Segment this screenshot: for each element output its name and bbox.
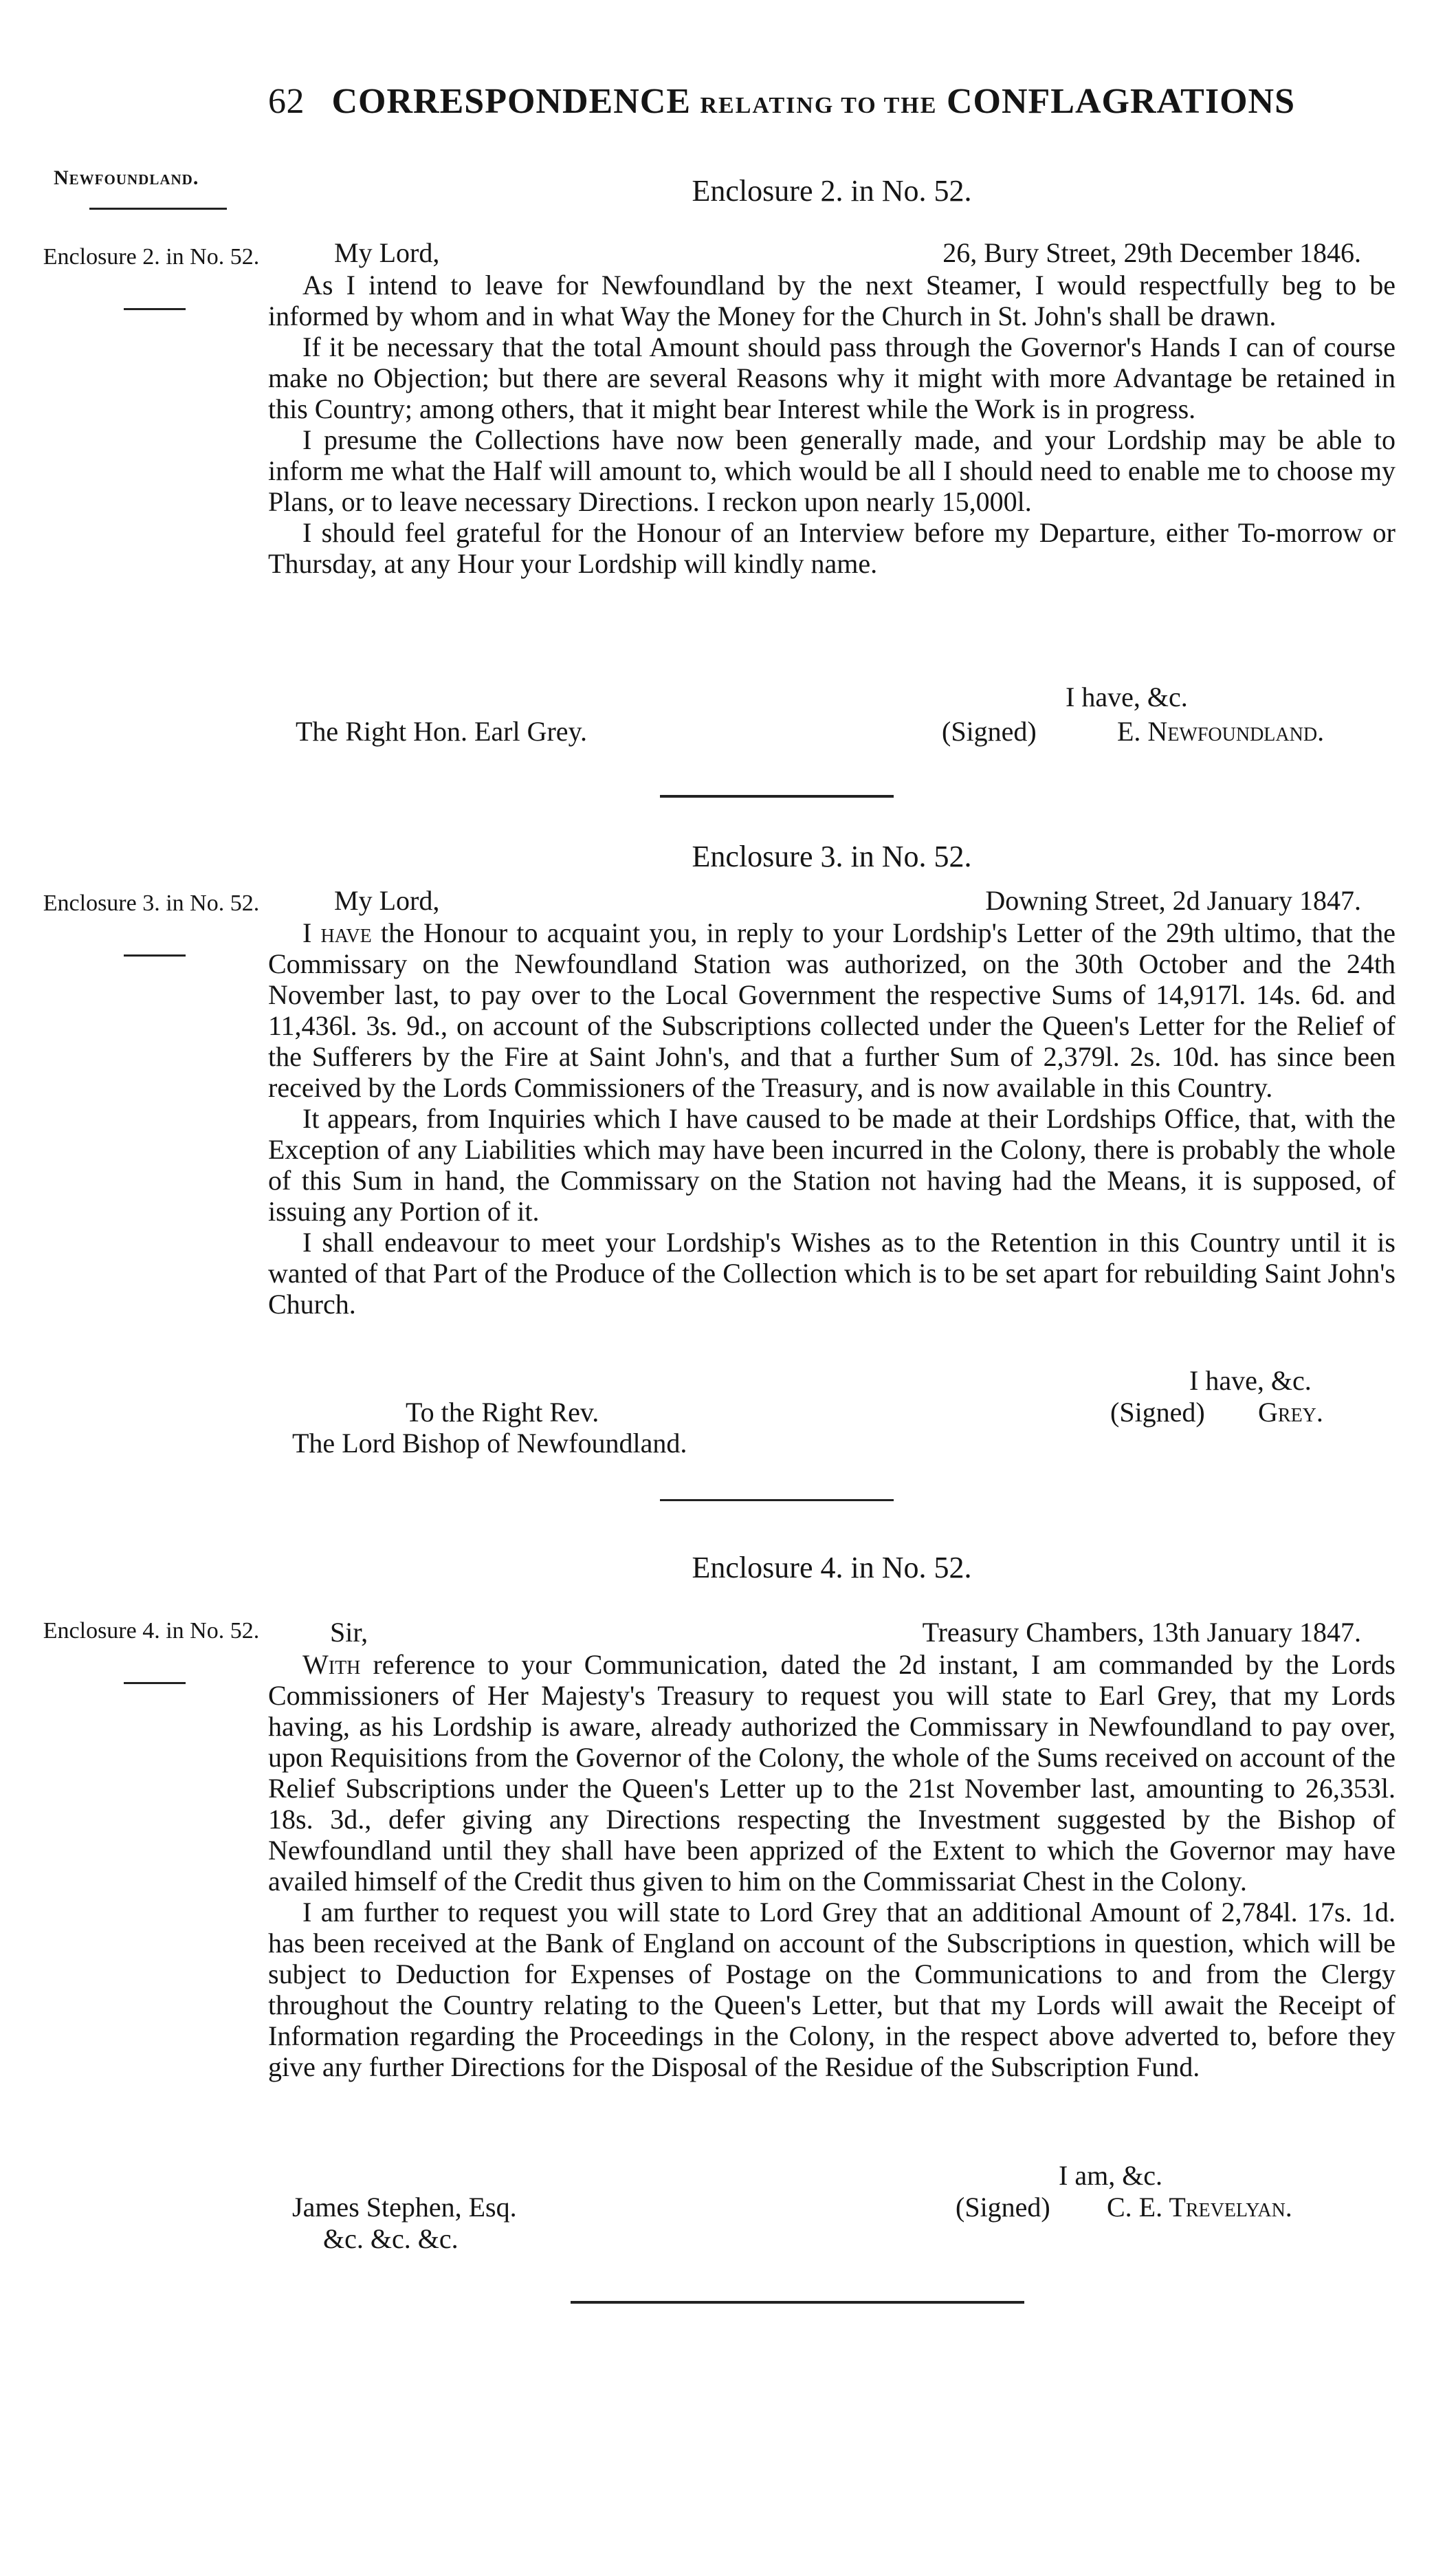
enclosure-4-complimentary-close: I am, &c. xyxy=(1059,2160,1163,2191)
enclosure-2-title: Enclosure 2. in No. 52. xyxy=(692,174,972,208)
enclosure-3-margin-rule xyxy=(124,954,186,957)
enclosure-3-body xyxy=(268,917,1396,1320)
enclosure-4-addressee-line-1: James Stephen, Esq. xyxy=(292,2192,517,2223)
closing-rule xyxy=(571,2301,1024,2304)
enclosure-4-title: Enclosure 4. in No. 52. xyxy=(692,1551,972,1584)
enclosure-2-paragraph-4: I should feel grateful for the Honour of an Interview before my Departure, either To-morrow or Thursday, at any Hour your Lordship will kindly name. xyxy=(268,517,1396,579)
enclosure-3-paragraph-3: I shall endeavour to meet your Lordship's Wishes as to the Retention in this Country until it is wanted of that Part of the Produce of the Collection which is to be set apart for rebuilding Saint John's Church. xyxy=(268,1227,1396,1320)
enclosure-4-dateline: Treasury Chambers, 13th January 1847. xyxy=(922,1617,1361,1648)
enclosure-3-paragraph-1-text: the Honour to acquaint you, in reply to your Lordship's Letter of the 29th ultimo, that the Commissary on the Newfoundland Station was authorized, on the 30th October and the 24th November last, to pay over to the Local Government the respective Sums of 14,917l. 14s. 6d. and 11,436l. 3s. 9d., on account of the Subscriptions collected under the Queen's Letter for the Relief of the Sufferers by the Fire at Saint John's, and that a further Sum of 2,379l. 2s. 10d. has since been received by the Lords Commissioners of the Treasury, and is now available in this Country. xyxy=(268,917,1396,1103)
enclosure-3-complimentary-close: I have, &c. xyxy=(1189,1365,1312,1396)
enclosure-3-title: Enclosure 3. in No. 52. xyxy=(692,840,972,873)
colony-label: Newfoundland. xyxy=(54,166,199,189)
page-number: 62 xyxy=(268,82,305,121)
section-divider-1 xyxy=(660,795,894,798)
enclosure-3-first-word: I have xyxy=(302,917,372,948)
enclosure-2-margin-note: Enclosure 2. in No. 52. xyxy=(43,244,260,270)
enclosure-3-addressee-line-2: The Lord Bishop of Newfoundland. xyxy=(292,1428,687,1459)
enclosure-3-heading-row xyxy=(268,884,1361,919)
enclosure-2-complimentary-close: I have, &c. xyxy=(1066,681,1188,712)
enclosure-2-salutation: My Lord, xyxy=(334,237,440,268)
enclosure-4-margin-rule xyxy=(124,1682,186,1684)
enclosure-3-paragraph-1 xyxy=(268,917,1396,1103)
enclosure-2-dateline: 26, Bury Street, 29th December 1846. xyxy=(942,237,1361,268)
enclosure-3-dateline: Downing Street, 2d January 1847. xyxy=(985,885,1361,916)
enclosure-4-margin-note: Enclosure 4. in No. 52. xyxy=(43,1618,260,1644)
header-title-part2: CONFLAGRATIONS xyxy=(946,82,1296,121)
enclosure-4-signatory: C. E. Trevelyan. xyxy=(1107,2192,1292,2223)
enclosure-4-addressee-line-2: &c. &c. &c. xyxy=(323,2223,459,2254)
enclosure-4-paragraph-1 xyxy=(268,1649,1396,1897)
enclosure-2-body xyxy=(268,270,1396,579)
enclosure-2-margin-rule xyxy=(124,308,186,310)
section-divider-2 xyxy=(660,1499,894,1501)
enclosure-3-addressee-line-1: To the Right Rev. xyxy=(406,1397,599,1428)
enclosure-3-salutation: My Lord, xyxy=(334,885,440,916)
header-title-connector: RELATING TO THE xyxy=(700,93,938,118)
enclosure-2-paragraph-2: If it be necessary that the total Amount should pass through the Governor's Hands I can of course make no Objection; but there are several Reasons why it might with more Advantage be retained in this Country; among others, that it might bear Interest while the Work is in progress. xyxy=(268,331,1396,424)
running-header xyxy=(268,81,1341,122)
enclosure-4-salutation: Sir, xyxy=(330,1617,368,1648)
enclosure-2-heading-row xyxy=(268,237,1361,271)
header-title-part1: CORRESPONDENCE xyxy=(331,82,691,121)
enclosure-4-first-word: With xyxy=(302,1649,361,1680)
enclosure-2-paragraph-1: As I intend to leave for Newfoundland by the next Steamer, I would respectfully beg to be informed by whom and in what Way the Money for the Church in St. John's shall be drawn. xyxy=(268,270,1396,331)
enclosure-4-heading-row xyxy=(268,1616,1361,1650)
enclosure-2-paragraph-3: I presume the Collections have now been generally made, and your Lordship may be able to inform me what the Half will amount to, which would be all I should need to enable me to choose my Plans, or to leave necessary Directions. I reckon upon nearly 15,000l. xyxy=(268,424,1396,517)
colony-rule xyxy=(89,208,227,210)
enclosure-2-signatory: E. Newfoundland. xyxy=(1117,716,1325,747)
enclosure-3-margin-note: Enclosure 3. in No. 52. xyxy=(43,891,260,916)
enclosure-4-paragraph-2: I am further to request you will state to Lord Grey that an additional Amount of 2,784l. 17s. 1d. has been received at the Bank of England on account of the Subscriptions in question, which will be subject to Deduction for Expenses of Postage on the Communications to and from the Clergy throughout the Country relating to the Queen's Letter, but that my Lords will await the Receipt of Information regarding the Proceedings in the Colony, in the respect above adverted to, before they give any further Directions for the Disposal of the Residue of the Subscription Fund. xyxy=(268,1897,1396,2082)
enclosure-2-addressee: The Right Hon. Earl Grey. xyxy=(296,716,587,747)
enclosure-3-paragraph-2: It appears, from Inquiries which I have caused to be made at their Lordships Office, that, with the Exception of any Liabilities which may have been incurred in the Colony, there is probably the whole of this Sum in hand, the Commissary on the Station not having had the Means, it is supposed, of issuing any Portion of it. xyxy=(268,1103,1396,1227)
enclosure-3-signed-label: (Signed) xyxy=(1110,1397,1205,1428)
enclosure-2-signed-label: (Signed) xyxy=(942,716,1037,747)
enclosure-4-paragraph-1-text: reference to your Communication, dated the 2d instant, I am commanded by the Lords Commissioners of Her Majesty's Treasury to request you will state to Earl Grey, that my Lords having, as his Lordship is aware, already authorized the Commissary in Newfoundland to pay over, upon Requisitions from the Governor of the Colony, the whole of the Sums received on account of the Relief Subscriptions under the Queen's Letter up to the 21st November last, amounting to 26,353l. 18s. 3d., defer giving any Directions respecting the Investment suggested by the Bishop of Newfoundland until they shall have been apprized of the Extent to which the Governor may have availed himself of the Credit thus given to him on the Commissariat Chest in the Colony. xyxy=(268,1649,1396,1897)
enclosure-3-signatory: Grey. xyxy=(1258,1397,1323,1428)
enclosure-4-signed-label: (Signed) xyxy=(956,2192,1050,2223)
enclosure-4-body xyxy=(268,1649,1396,2082)
